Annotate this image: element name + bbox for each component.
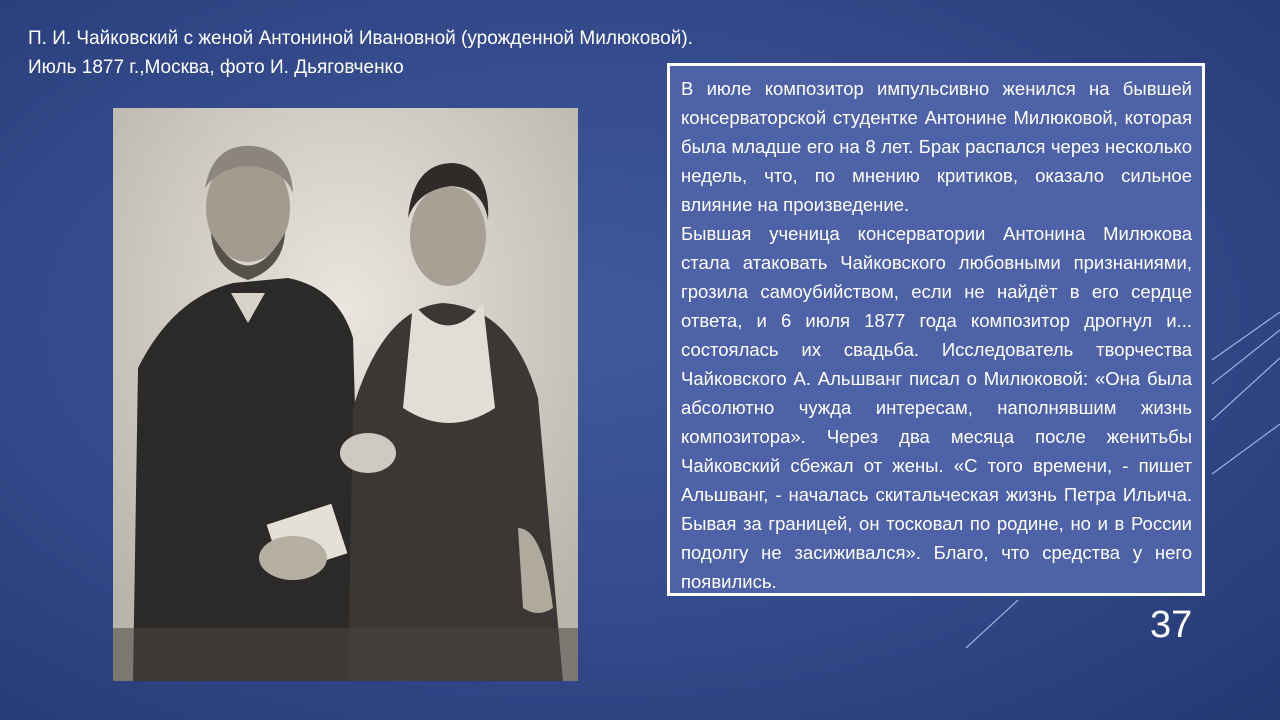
description-paragraph-1: В июле композитор импульсивно женился на бывшей консерваторской студентке Антонине Милюковой, которая была младше его на 8 лет. Брак распался через несколько недель, что, по мнению критиков, оказало сильное влияние на произведение. <box>681 78 1192 215</box>
deco-line <box>966 600 1018 648</box>
page-number: 37 <box>1150 604 1193 646</box>
portrait-photo <box>113 108 578 681</box>
caption-line-2: Июль 1877 г.,Москва, фото И. Дьяговченко <box>28 57 404 78</box>
portrait-photo-icon <box>113 108 578 681</box>
photo-caption <box>28 24 693 82</box>
deco-line <box>1212 312 1280 360</box>
caption-line-1: П. И. Чайковский с женой Антониной Ивановной (урожденной Милюковой). <box>28 28 693 49</box>
description-paragraph-2: Бывшая ученица консерватории Антонина Милюкова стала атаковать Чайковского любовными признаниями, грозила самоубийством, если не найдёт в его сердце ответа, и 6 июля 1877 года композитор дрогнул и... состоялась их свадьба. Исследователь творчества Чайковского А. Альшванг писал о Милюковой: «Она была абсолютно чужда интересам, наполнявшим жизнь композитора». Через два месяца после женитьбы Чайковский сбежал от жены. «С того времени, - пишет Альшванг, - началась скитальческая жизнь Петра Ильича. Бывая за границей, он тосковал по родине, но и в России подолгу не засиживался». Благо, что средства у него появились. <box>681 223 1192 592</box>
deco-line <box>1212 358 1280 420</box>
description-textbox <box>667 63 1205 596</box>
deco-line <box>1212 330 1280 384</box>
deco-line <box>1212 424 1280 474</box>
